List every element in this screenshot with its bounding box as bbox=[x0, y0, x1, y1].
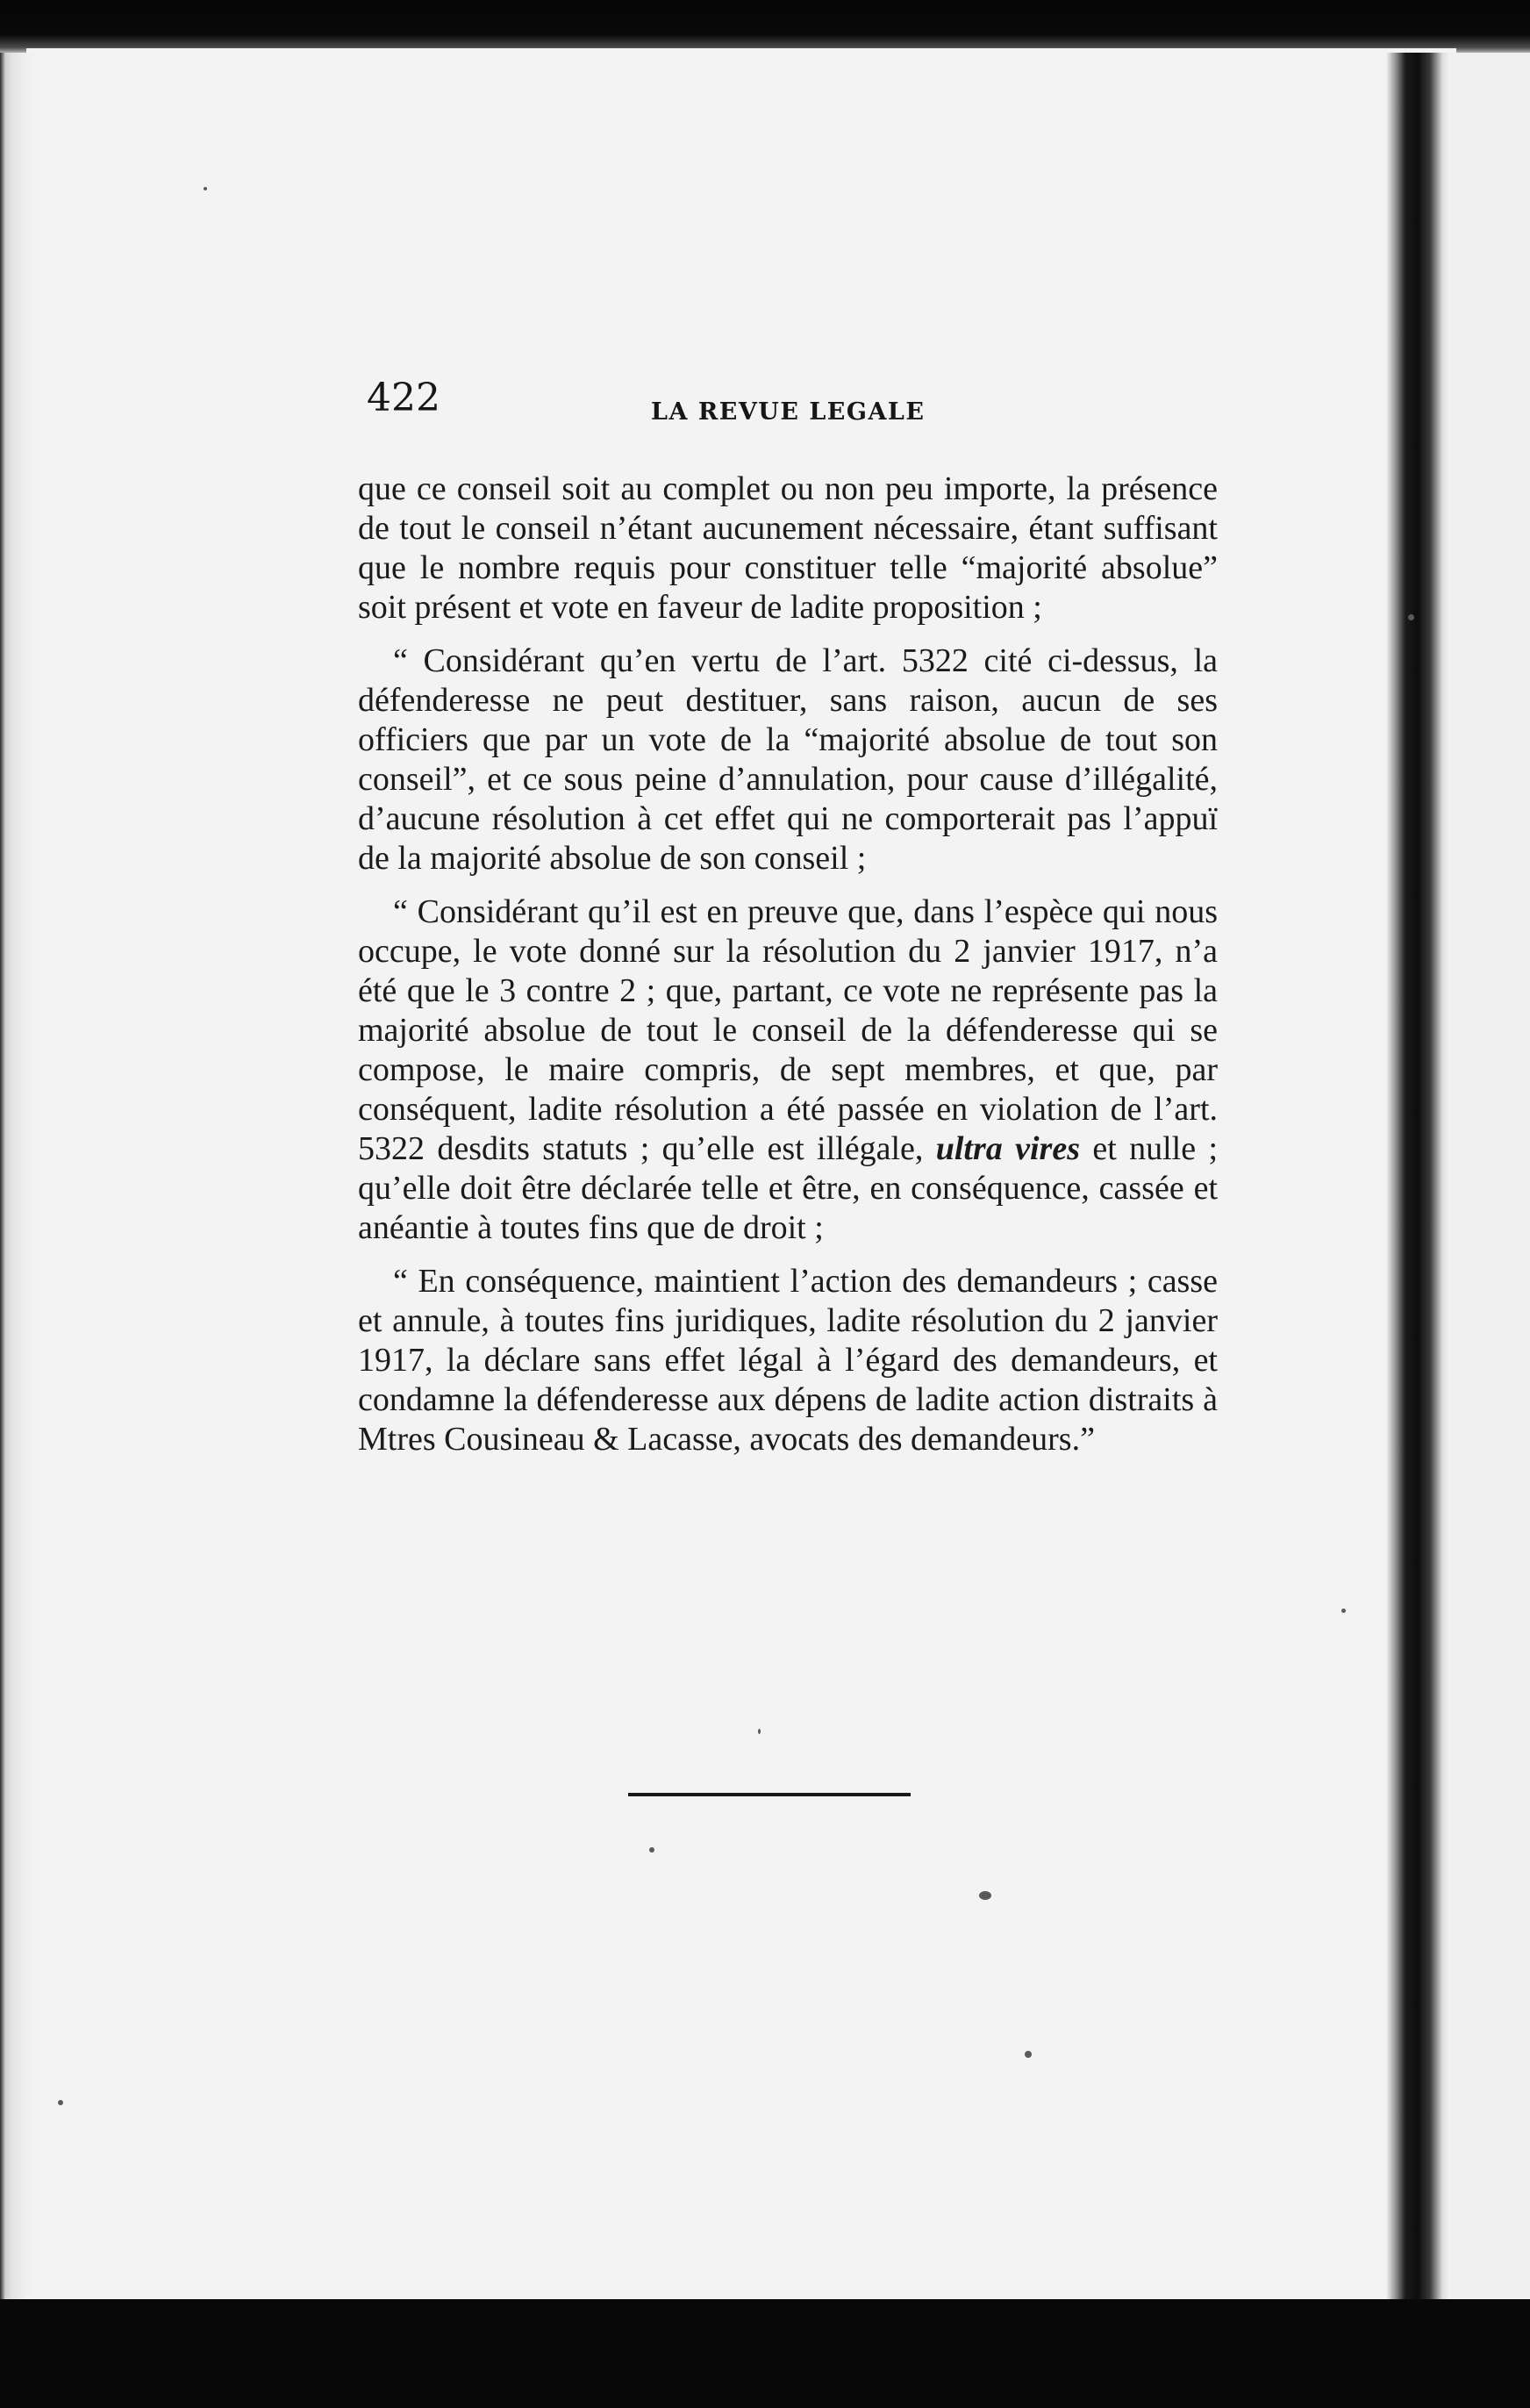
paragraph-text: “ Considérant qu’il est en preuve que, dans l’espèce qui nous occupe, le vote donné sur la résolution du 2 janvier 1917, n’a été que le 3 contre 2 ; que, partant, ce vote ne représente pas la majorité absolue de tout le conseil de la défenderesse qui se compose, le maire compris, de sept membres, et que, par conséquent, ladite résolution a été passée en violation de l’art. 5322 desdits statuts ; qu’elle est illégale, bbox=[358, 893, 1218, 1167]
scan-top-border bbox=[0, 0, 1530, 54]
page-left-edge bbox=[0, 53, 35, 2299]
book-gutter bbox=[1386, 53, 1449, 2299]
paragraph-text: “ En conséquence, maintient l’action des demandeurs ; casse et annule, à toutes fins juridiques, ladite résolution du 2 janvier 1917, la déclare sans effet légal à l’égard des demandeurs, et condamne la défenderesse aux dépens de ladite action distraits à Mtres Cousineau & Lacasse, avocats des demandeurs.” bbox=[358, 1263, 1218, 1458]
dust-speck bbox=[204, 187, 207, 190]
dust-speck bbox=[1408, 614, 1414, 620]
paragraph bbox=[358, 1262, 1218, 1459]
dust-speck bbox=[649, 1847, 654, 1853]
dust-speck bbox=[979, 1891, 991, 1900]
paragraph-text: que ce conseil soit au complet ou non peu importe, la présence de tout le conseil n’étant aucunement nécessaire, étant suffisant que le nombre requis pour constituer telle “majorité absolue” soit présent et vote en faveur de ladite proposition ; bbox=[358, 470, 1218, 626]
paragraph-text: “ Considérant qu’en vertu de l’art. 5322 cité ci-dessus, la défenderesse ne peut destituer, sans raison, aucun de ses officiers que par un vote de la “majorité absolue de tout son conseil”, et ce sous peine d’annulation, pour cause d’illégalité, d’aucune résolution à cet effet qui ne comporterait pas l’appuï de la majorité absolue de son conseil ; bbox=[358, 642, 1218, 877]
page-header bbox=[367, 376, 1212, 428]
paragraph-text-continued: et nulle ; qu’elle doit être déclarée telle et être, en conséquence, cassée et anéantie à toutes fins que de droit ; bbox=[358, 1130, 1219, 1246]
running-head: LA REVUE LEGALE bbox=[651, 398, 926, 426]
dust-speck bbox=[1025, 2051, 1032, 2058]
end-rule bbox=[628, 1793, 911, 1796]
body-text bbox=[358, 469, 1218, 1473]
paragraph bbox=[358, 469, 1218, 627]
paragraph bbox=[358, 641, 1218, 878]
page-number: 422 bbox=[367, 376, 440, 420]
paragraph bbox=[358, 892, 1218, 1248]
scan-bottom-border bbox=[0, 2299, 1530, 2408]
dust-speck bbox=[758, 1729, 761, 1734]
dust-speck bbox=[58, 2100, 63, 2105]
dust-speck bbox=[1341, 1609, 1346, 1613]
facing-page-edge bbox=[1449, 53, 1530, 2299]
italic-phrase: ultra vires bbox=[935, 1130, 1080, 1167]
